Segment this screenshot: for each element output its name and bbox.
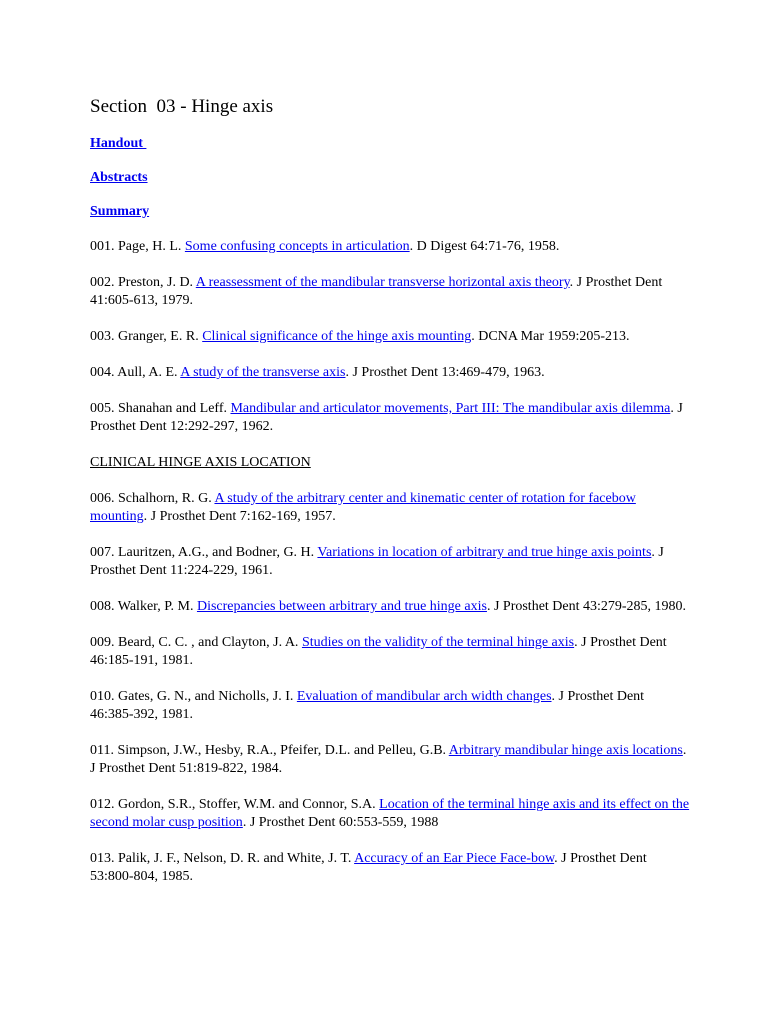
reference-citation: 013. Palik, J. F., Nelson, D. R. and White, J. T. <box>90 851 355 866</box>
reference-citation: 002. Preston, J. D. <box>90 275 196 290</box>
reference-title-link[interactable]: Discrepancies between arbitrary and true hinge axis <box>196 599 487 614</box>
reference-012 <box>90 796 690 832</box>
reference-source: . J Prosthet Dent 51:819-822, 1984. <box>90 743 687 776</box>
reference-source: . J Prosthet Dent 46:185-191, 1981. <box>90 635 667 668</box>
reference-title-link[interactable]: Evaluation of mandibular arch width changes <box>296 689 552 704</box>
reference-source: . J Prosthet Dent 60:553-559, 1988 <box>242 815 439 830</box>
reference-citation: 012. Gordon, S.R., Stoffer, W.M. and Connor, S.A. <box>90 797 380 812</box>
reference-title-link[interactable]: Arbitrary mandibular hinge axis locations <box>448 743 683 758</box>
reference-010 <box>90 688 690 724</box>
reference-citation: 003. Granger, E. R. <box>90 329 203 344</box>
reference-title-link[interactable]: Studies on the validity of the terminal hinge axis <box>301 635 575 650</box>
reference-title-link[interactable]: A reassessment of the mandibular transverse horizontal axis theory <box>195 275 570 290</box>
reference-source: . J Prosthet Dent 13:469-479, 1963. <box>345 365 545 380</box>
reference-citation: 005. Shanahan and Leff. <box>90 401 231 416</box>
reference-title-link[interactable]: Accuracy of an Ear Piece Face-bow <box>354 851 555 866</box>
document-page <box>90 96 690 904</box>
reference-title-link[interactable]: Some confusing concepts in articulation <box>184 239 410 254</box>
reference-citation: 009. Beard, C. C. , and Clayton, J. A. <box>90 635 302 650</box>
reference-citation: 004. Aull, A. E. <box>90 365 181 380</box>
reference-citation: 001. Page, H. L. <box>90 239 185 254</box>
reference-citation: 010. Gates, G. N., and Nicholls, J. I. <box>90 689 297 704</box>
reference-source: . J Prosthet Dent 43:279-285, 1980. <box>486 599 687 614</box>
reference-004 <box>90 364 690 382</box>
reference-title-link[interactable]: Variations in location of arbitrary and true hinge axis points <box>317 545 652 560</box>
reference-005 <box>90 400 690 436</box>
reference-source: . J Prosthet Dent 11:224-229, 1961. <box>90 545 664 578</box>
page-title: Section 03 - Hinge axis <box>90 96 274 117</box>
handout-link[interactable]: Handout <box>90 136 147 151</box>
reference-002 <box>90 274 690 310</box>
reference-citation: 006. Schalhorn, R. G. <box>90 491 215 506</box>
reference-source: . J Prosthet Dent 12:292-297, 1962. <box>90 401 683 434</box>
section-heading: CLINICAL HINGE AXIS LOCATION <box>90 455 311 470</box>
reference-001 <box>90 238 690 256</box>
reference-source: . D Digest 64:71-76, 1958. <box>409 239 560 254</box>
reference-citation: 008. Walker, P. M. <box>90 599 197 614</box>
reference-source: . J Prosthet Dent 41:605-613, 1979. <box>90 275 663 308</box>
reference-title-link[interactable]: Clinical significance of the hinge axis mounting <box>202 329 472 344</box>
reference-title-link[interactable]: Mandibular and articulator movements, Part III: The mandibular axis dilemma <box>230 401 671 416</box>
reference-source: . J Prosthet Dent 46:385-392, 1981. <box>90 689 645 722</box>
reference-008 <box>90 598 690 616</box>
reference-citation: 007. Lauritzen, A.G., and Bodner, G. H. <box>90 545 318 560</box>
reference-006 <box>90 490 690 526</box>
reference-source: . J Prosthet Dent 7:162-169, 1957. <box>143 509 336 524</box>
reference-011 <box>90 742 690 778</box>
reference-009 <box>90 634 690 670</box>
reference-citation: 011. Simpson, J.W., Hesby, R.A., Pfeifer, D.L. and Pelleu, G.B. <box>90 743 449 758</box>
summary-link[interactable]: Summary <box>90 204 150 219</box>
reference-013 <box>90 850 690 886</box>
reference-title-link[interactable]: A study of the arbitrary center and kinematic center of rotation for facebow mounting <box>90 491 636 524</box>
reference-source: . J Prosthet Dent 53:800-804, 1985. <box>90 851 647 884</box>
reference-title-link[interactable]: Location of the terminal hinge axis and its effect on the second molar cusp position <box>90 797 690 830</box>
reference-003 <box>90 328 690 346</box>
reference-title-link[interactable]: A study of the transverse axis <box>180 365 346 380</box>
reference-007 <box>90 544 690 580</box>
reference-source: . DCNA Mar 1959:205-213. <box>471 329 630 344</box>
abstracts-link[interactable]: Abstracts <box>90 170 148 185</box>
